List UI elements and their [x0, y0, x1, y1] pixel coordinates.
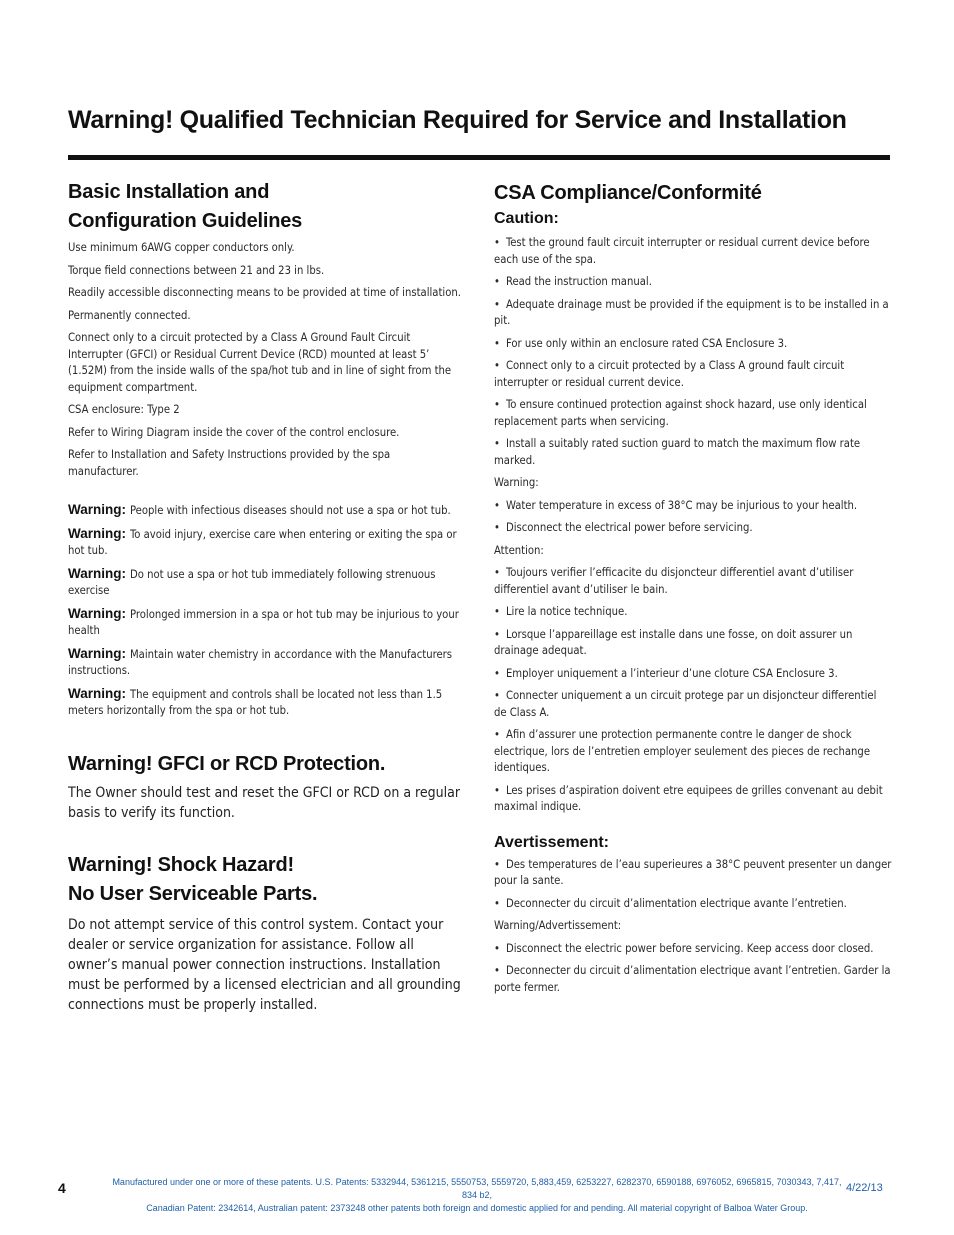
warning-item: [68, 502, 464, 520]
list-item: • Connecter uniquement a un circuit protege par un disjoncteur differentiel de Class A.: [494, 689, 877, 719]
list-item: • To ensure continued protection against shock hazard, use only identical replacement parts when servicing.: [494, 398, 867, 428]
warning-advertissement-label: Warning/Advertissement:: [494, 919, 622, 932]
list-item: • Test the ground fault circuit interrupter or residual current device before each use of the spa.: [494, 236, 870, 266]
list-item: • Lorsque l’appareillage est installe dans une fosse, on doit assurer un drainage adequat.: [494, 627, 853, 657]
list-item: • Connect only to a circuit protected by a Class A ground fault circuit interrupter or residual current device.: [494, 359, 845, 389]
guideline-paragraph: Refer to Wiring Diagram inside the cover of the control enclosure.: [68, 425, 400, 439]
list-item: • Deconnecter du circuit d’alimentation electrique avant l’entretien. Garder la porte fermer.: [494, 964, 891, 994]
warning-text: Prolonged immersion in a spa or hot tub may be injurious to your health: [68, 607, 459, 637]
page-number: 4: [58, 1180, 66, 1196]
list-item: • Install a suitably rated suction guard to match the maximum flow rate marked.: [494, 437, 861, 467]
warning-item: [68, 686, 464, 720]
warning-text: Do not use a spa or hot tub immediately following strenuous exercise: [68, 567, 436, 597]
shock-heading-line1: Warning! Shock Hazard!: [68, 853, 294, 876]
guideline-paragraph: CSA enclosure: Type 2: [68, 403, 180, 416]
warning-text: Maintain water chemistry in accordance with the Manufacturers instructions.: [68, 647, 453, 677]
list-item: • Disconnect the electrical power before servicing.: [494, 521, 753, 534]
warning-label: Warning:: [68, 502, 126, 517]
list-item: • Deconnecter du circuit d’alimentation electrique avante l’entretien.: [494, 896, 847, 910]
warning-label: Warning:: [68, 685, 126, 701]
warning-text: To avoid injury, exercise care when entering or exiting the spa or hot tub.: [68, 527, 457, 557]
warning-label: Warning:: [68, 605, 126, 621]
warning-label: Warning:: [68, 525, 126, 541]
right-column: [494, 179, 892, 1002]
patent-notice: [112, 1176, 842, 1215]
warnings-list: [68, 502, 464, 720]
revision-date: 4/22/13: [846, 1182, 883, 1194]
shock-hazard-heading: [68, 851, 464, 909]
list-item: • Des temperatures de l’eau superieures a 38°C peuvent presenter un danger pour la sante.: [494, 857, 892, 887]
list-item: • For use only within an enclosure rated CSA Enclosure 3.: [494, 336, 788, 350]
guideline-paragraph: Permanently connected.: [68, 308, 191, 322]
csa-heading: CSA Compliance/Conformité: [494, 182, 762, 204]
patent-line-2: Canadian Patent: 2342614, Australian patent: 2373248 other patents both foreign and domestic applied for and pending. All material copyright of Balboa Water Group.: [146, 1203, 808, 1213]
warning-label: Warning:: [494, 476, 539, 489]
page-title: Warning! Qualified Technician Required for Service and Installation: [68, 106, 847, 134]
warning-text: The equipment and controls shall be located not less than 1.5 meters horizontally from the spa or hot tub.: [68, 687, 443, 717]
attention-list: [494, 565, 892, 816]
avertissement-list: [494, 857, 892, 913]
warning-item: [68, 646, 464, 680]
list-item: • Disconnect the electric power before servicing. Keep access door closed.: [494, 941, 874, 955]
list-item: • Read the instruction manual.: [494, 275, 652, 288]
basic-heading-line2: Configuration Guidelines: [68, 210, 303, 232]
guideline-paragraph: Connect only to a circuit protected by a Class A Ground Fault Circuit Interrupter (GFCI) or Residual Current Device (RCD) mounted at least 5’ (1.52M) from the inside walls of the spa/hot tub and in line of sight from the equipment compartment.: [68, 331, 452, 394]
guideline-paragraph: Torque field connections between 21 and 23 in lbs.: [68, 263, 325, 277]
basic-guidelines: [68, 240, 464, 480]
warning-text: People with infectious diseases should not use a spa or hot tub.: [130, 504, 451, 517]
shock-text: Do not attempt service of this control system. Contact your dealer or service organization for assistance. Follow all owner’s manual power connection instructions. Installation must be performed by a licensed electrician and all grounding connections must be properly installed.: [68, 916, 461, 1013]
warning-item: [68, 566, 464, 600]
warning-label: Warning:: [68, 645, 126, 661]
list-item: • Toujours verifier l’efficacite du disjoncteur differentiel avant d’utiliser differentiel avant d’utiliser le bain.: [494, 566, 854, 596]
gfci-text: The Owner should test and reset the GFCI or RCD on a regular basis to verify its function.: [68, 784, 461, 821]
shock-heading-line2: No User Serviceable Parts.: [68, 882, 318, 905]
caution-list: [494, 235, 892, 469]
caution-heading: Caution:: [494, 210, 559, 227]
title-rule: [68, 155, 890, 160]
patent-line-1: Manufactured under one or more of these patents. U.S. Patents: 5332944, 5361215, 5550753, 5559720, 5,883,459, 6253227, 6282370, 6590188, 6976052, 6965815, 7030343, 7,417, 834 b2,: [112, 1177, 842, 1200]
guideline-paragraph: Refer to Installation and Safety Instructions provided by the spa manufacturer.: [68, 448, 391, 478]
left-column: [68, 178, 464, 1015]
warning-item: [68, 606, 464, 640]
list-item: • Adequate drainage must be provided if the equipment is to be installed in a pit.: [494, 297, 889, 327]
list-item: • Water temperature in excess of 38°C may be injurious to your health.: [494, 498, 858, 512]
warning-item: [68, 526, 464, 560]
guideline-paragraph: Use minimum 6AWG copper conductors only.: [68, 241, 295, 254]
avertissement-heading: Avertissement:: [494, 833, 610, 851]
guideline-paragraph: Readily accessible disconnecting means to be provided at time of installation.: [68, 286, 461, 299]
warning-label: Warning:: [68, 565, 126, 581]
gfci-heading: Warning! GFCI or RCD Protection.: [68, 752, 386, 775]
attention-label: Attention:: [494, 543, 544, 557]
basic-installation-heading: [68, 178, 464, 236]
list-item: • Employer uniquement a l’interieur d’une cloture CSA Enclosure 3.: [494, 666, 838, 680]
warning-list: [494, 498, 892, 537]
list-item: • Afin d’assurer une protection permanente contre le danger de shock electrique, lors de l’entretien employer seulement des pieces de rechange identiques.: [494, 728, 871, 774]
list-item: • Les prises d’aspiration doivent etre equipees de grilles convenant au debit maximal indique.: [494, 783, 883, 813]
warning-advertissement-list: [494, 941, 892, 997]
list-item: • Lire la notice technique.: [494, 605, 628, 618]
basic-heading-line1: Basic Installation and: [68, 181, 270, 203]
